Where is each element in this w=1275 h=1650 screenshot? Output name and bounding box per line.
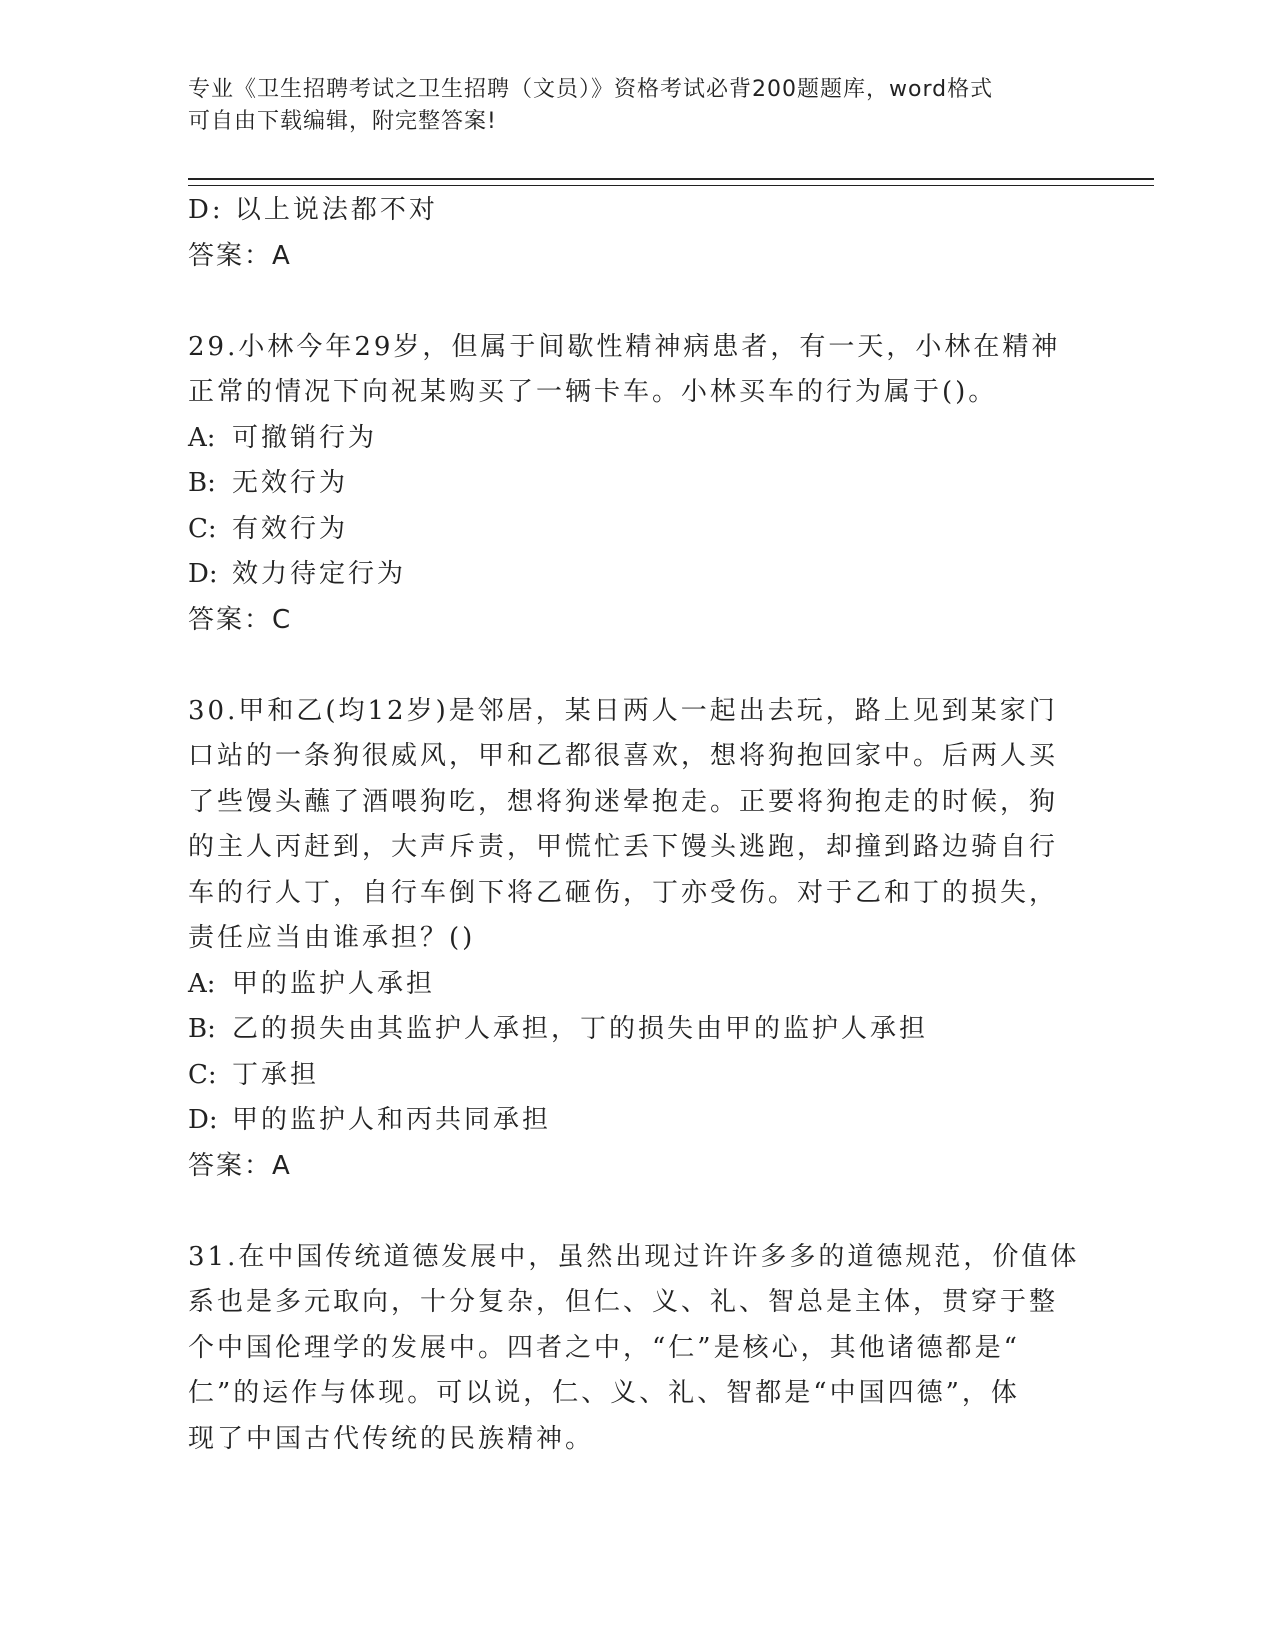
option-letter: C: [188,513,217,544]
question-stem-line: 31.在中国传统道德发展中，虽然出现过许许多多的道德规范，价值体 [188,1241,1080,1272]
option-letter: D: [188,559,218,589]
option-letter: B: [188,468,216,498]
page-header [188,74,1088,138]
option-text: 有效行为 [232,513,349,544]
prev-option-d: D: 以上说法都不对 [188,195,438,225]
option-letter: A: [188,968,216,999]
answer: 答案：A [188,1150,292,1181]
question-stem-line: 系也是多元取向，十分复杂，但仁、义、礼、智总是主体，贯穿于整 [188,1287,1059,1317]
spacer [188,643,1088,689]
question-stem-line: 的主人丙赶到，大声斥责，甲慌忙丢下馒头逃跑，却撞到路边骑自行 [188,832,1059,862]
answer: 答案：C [188,604,293,635]
question-stem-line: 现了中国古代传统的民族精神。 [188,1423,595,1454]
question-31 [188,1235,1088,1463]
option-a [188,962,1088,1008]
question-stem-line: 仁”的运作与体现。可以说，仁、义、礼、智都是“中国四德”，体 [188,1378,1020,1408]
question-stem-line: 车的行人丁，自行车倒下将乙砸伤，丁亦受伤。对于乙和丁的损失， [188,877,1059,908]
question-30 [188,689,1088,1190]
option-text: 可撤销行为 [232,422,378,453]
option-text: 甲的监护人和丙共同承担 [232,1105,552,1135]
option-text: 乙的损失由其监护人承担，丁的损失由甲的监护人承担 [232,1014,929,1044]
question-29 [188,325,1088,644]
prev-answer: 答案：A [188,240,292,271]
question-stem-line: 正常的情况下向祝某购买了一辆卡车。小林买车的行为属于()。 [188,377,998,407]
option-d [188,552,1088,598]
option-text: 效力待定行为 [232,559,407,589]
option-text: 丁承担 [232,1059,320,1090]
option-c [188,1053,1088,1099]
option-letter: B: [188,1014,216,1044]
spacer [188,1189,1088,1235]
option-text: 无效行为 [232,468,349,498]
spacer [188,279,1088,325]
option-text: 甲的监护人承担 [232,968,436,999]
question-stem-line: 了些馒头蘸了酒喂狗吃，想将狗迷晕抱走。正要将狗抱走的时候，狗 [188,786,1059,817]
option-c [188,507,1088,553]
question-stem-line: 29.小林今年29岁，但属于间歇性精神病患者，有一天，小林在精神 [188,331,1061,362]
option-b [188,1007,1088,1053]
header-line-1: 专业《卫生招聘考试之卫生招聘（文员）》资格考试必背200题题库，word格式 [188,77,994,102]
header-line-2: 可自由下载编辑，附完整答案! [188,109,497,134]
option-letter: A: [188,422,216,453]
question-stem-line: 口站的一条狗很威风，甲和乙都很喜欢，想将狗抱回家中。后两人买 [188,741,1059,771]
document-body [188,188,1088,1462]
option-letter: D: [188,1105,218,1135]
option-a [188,416,1088,462]
option-b [188,461,1088,507]
question-stem-line: 个中国伦理学的发展中。四者之中，“仁”是核心，其他诸德都是“ [188,1332,1020,1363]
option-d [188,1098,1088,1144]
question-stem-line: 责任应当由谁承担？() [188,923,476,953]
header-divider [188,178,1154,186]
question-stem-line: 30.甲和乙(均12岁)是邻居，某日两人一起出去玩，路上见到某家门 [188,695,1058,726]
option-letter: C: [188,1059,217,1090]
